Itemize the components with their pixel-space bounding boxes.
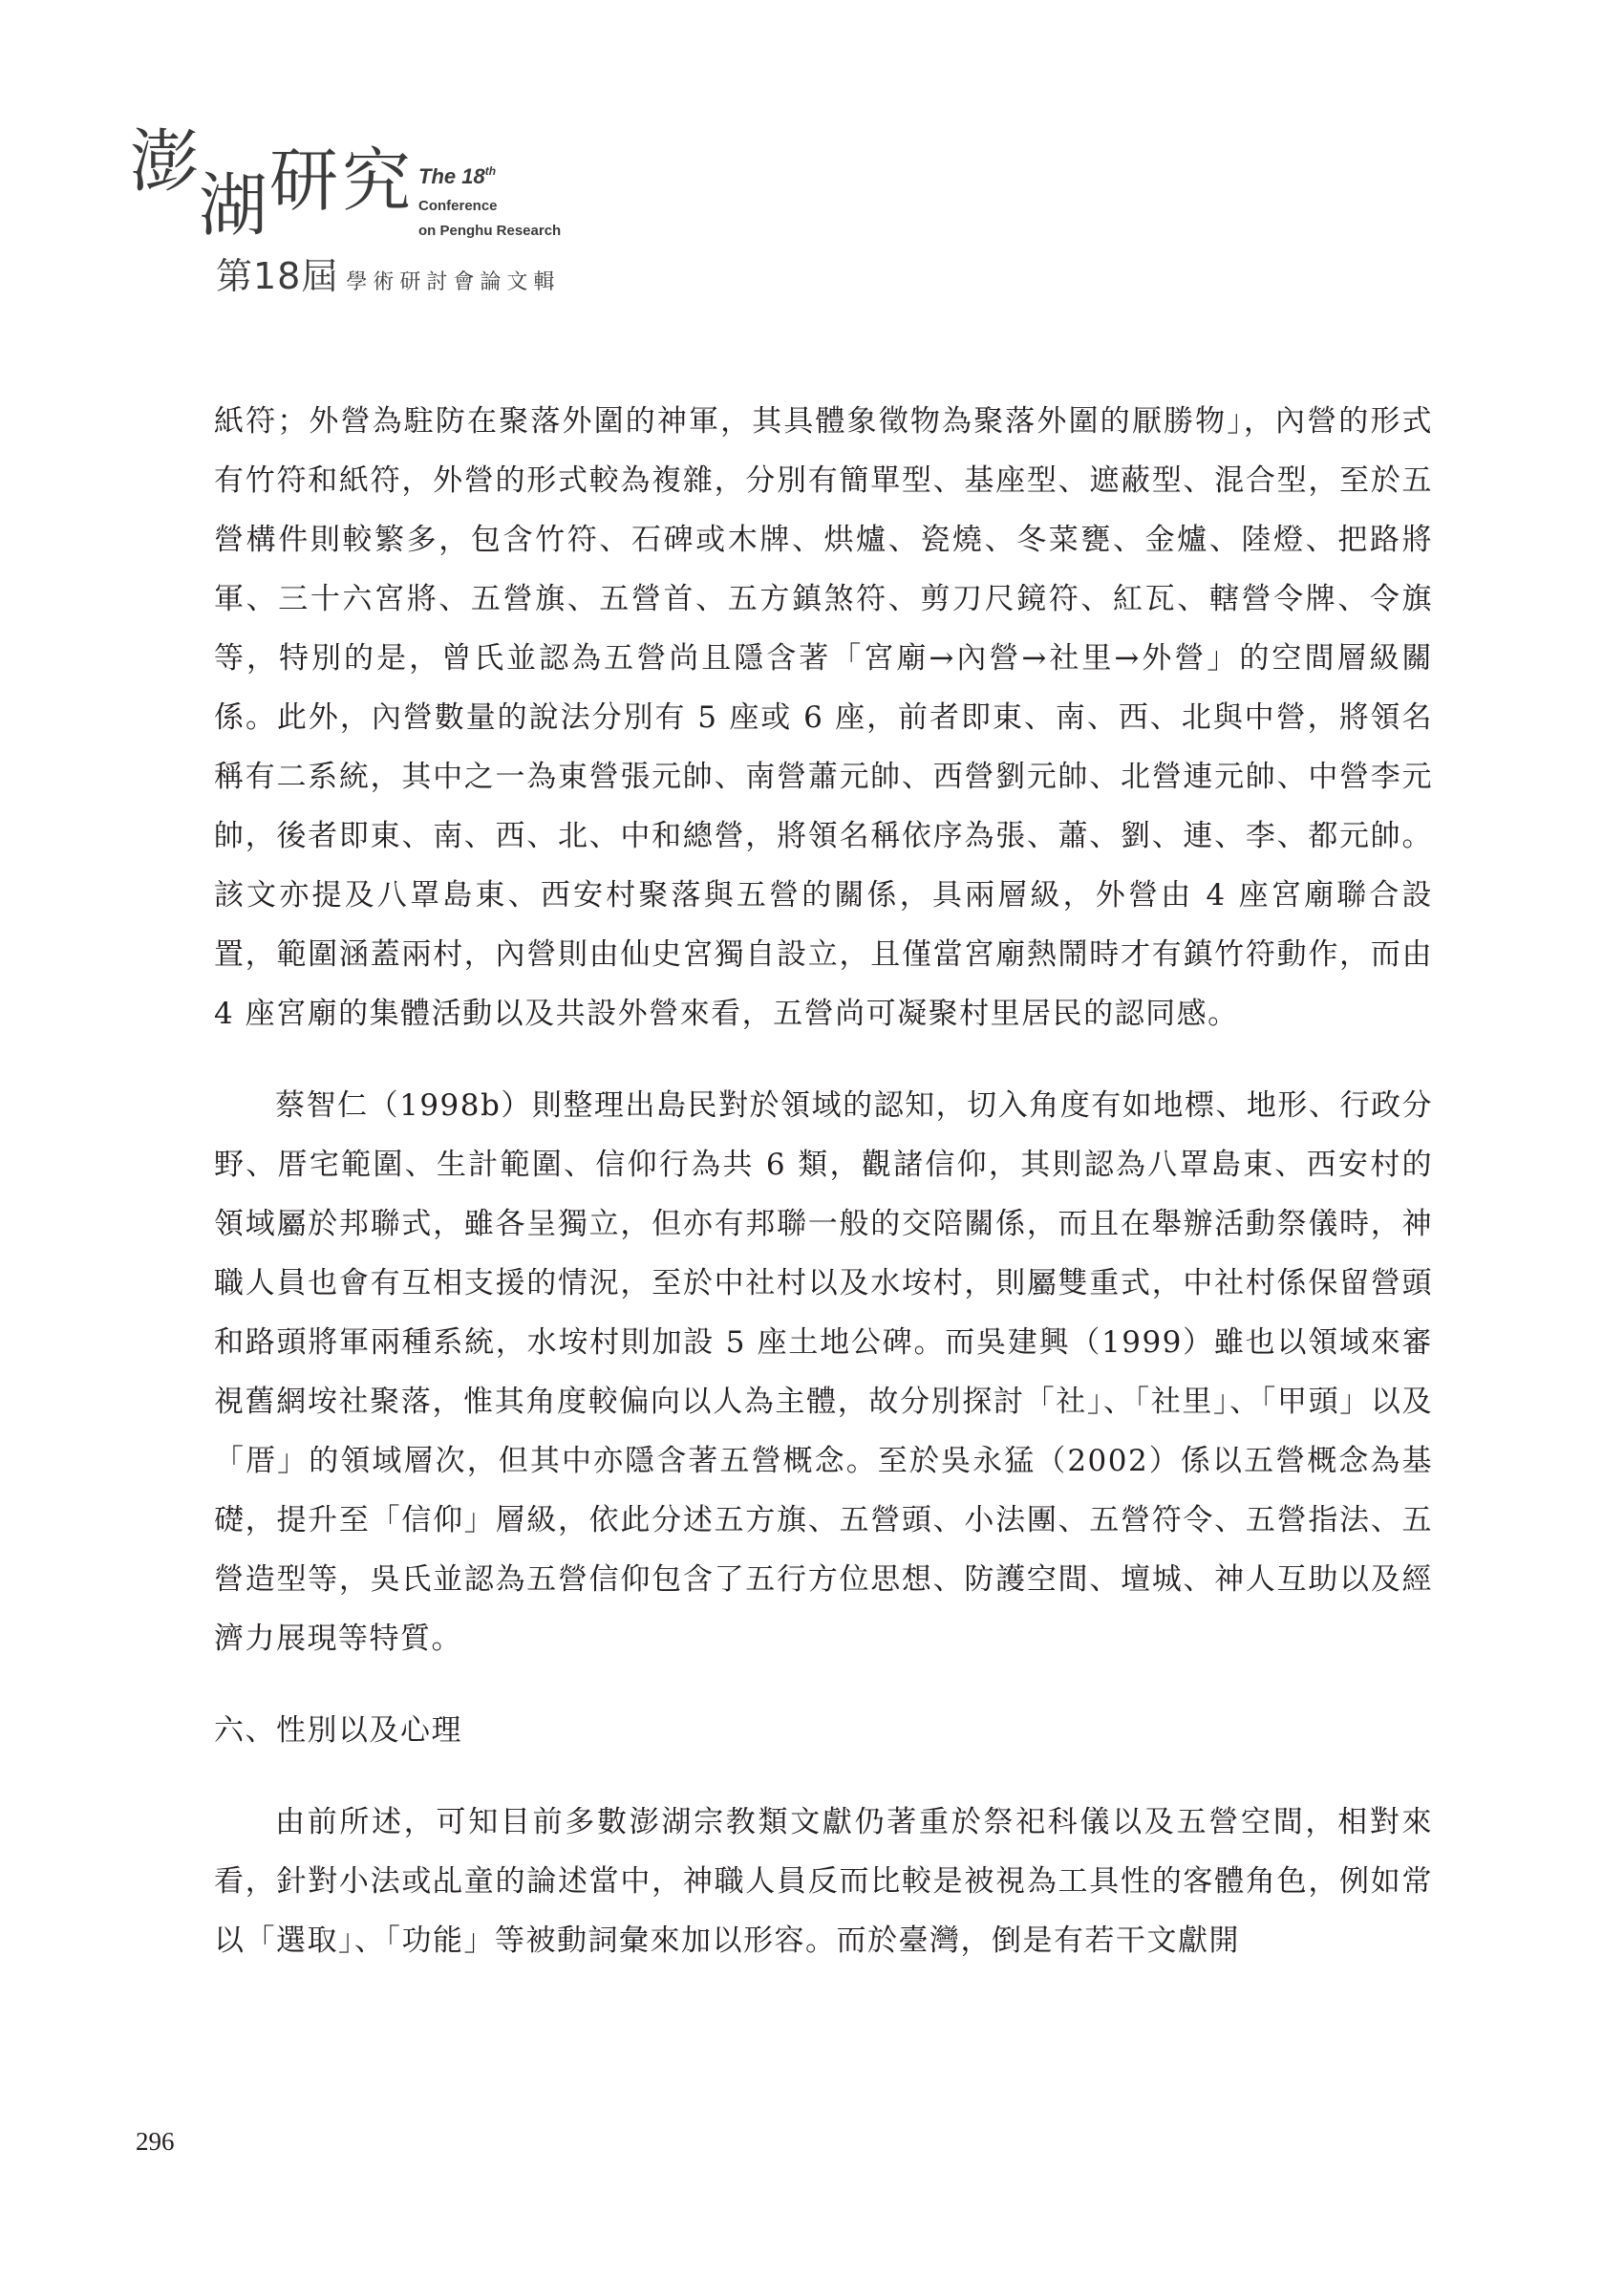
paragraph-1: 紙符；外營為駐防在聚落外圍的神軍，其具體象徵物為聚落外圍的厭勝物」，內營的形式有竹符和紙符，外營的形式較為複雜，分別有簡單型、基座型、遮蔽型、混合型，至於五營構件則較繁多，包含竹符、石碑或木牌、烘爐、瓷燒、冬菜甕、金爐、陸燈、把路將軍、三十六宮將、五營旗、五營首、五方鎮煞符、剪刀尺鏡符、紅瓦、轄營令牌、令旗等，特別的是，曾氏並認為五營尚且隱含著「宮廟→內營→社里→外營」的空間層級關係。此外，內營數量的說法分別有 5 座或 6 座，前者即東、南、西、北與中營，將領名稱有二系統，其中之一為東營張元帥、南營蕭元帥、西營劉元帥、北營連元帥、中營李元帥，後者即東、南、西、北、中和總營，將領名稱依序為張、蕭、劉、連、李、都元帥。該文亦提及八罩島東、西安村聚落與五營的關係，具兩層級，外營由 4 座宮廟聯合設置，範圍涵蓋兩村，內營則由仙史宮獨自設立，且僅當宮廟熱鬧時才有鎮竹符動作，而由 4 座宮廟的集體活動以及共設外營來看，五營尚可凝聚村里居民的認同感。 <box>214 404 1433 1031</box>
logo-char-4: 究 <box>342 140 412 221</box>
paragraph-2: 蔡智仁（1998b）則整理出島民對於領域的認知，切入角度有如地標、地形、行政分野、厝宅範圍、生計範圍、信仰行為共 6 類，觀諸信仰，其則認為八罩島東、西安村的領域屬於邦聯式，雖各呈獨立，但亦有邦聯一般的交陪關係，而且在舉辦活動祭儀時，神職人員也會有互相支援的情況，至於中社村以及水垵村，則屬雙重式，中社村係保留營頭和路頭將軍兩種系統，水垵村則加設 5 座土地公碑。而吳建興（1999）雖也以領域來審視舊網垵社聚落，惟其角度較偏向以人為主體，故分別探討「社」、「社里」、「甲頭」以及「厝」的領域層次，但其中亦隱含著五營概念。至於吳永猛（2002）係以五營概念為基礎，提升至「信仰」層級，依此分述五方旗、五營頭、小法團、五營符令、五營指法、五營造型等，吳氏並認為五營信仰包含了五行方位思想、防護空間、壇城、神人互助以及經濟力展現等特質。 <box>214 1088 1433 1656</box>
page-number: 296 <box>136 2127 175 2156</box>
journal-title-graphic <box>130 126 627 250</box>
paragraph-spacer <box>214 1043 1433 1076</box>
logo-en-line1 <box>418 164 496 188</box>
logo-en-line1-main: The 18 <box>418 164 485 188</box>
paragraph-spacer <box>214 1668 1433 1701</box>
paragraph-spacer <box>214 1760 1433 1793</box>
logo-en-superscript: th <box>484 164 497 178</box>
logo-char-3: 研 <box>269 140 339 221</box>
journal-logo <box>130 126 627 298</box>
edition-label: 第18屆 <box>216 255 339 297</box>
logo-subtitle-row <box>216 247 560 299</box>
logo-en-line3: on Penghu Research <box>418 223 562 239</box>
proceedings-subtitle: 學術研討會論文輯 <box>346 270 561 294</box>
main-text <box>214 392 1433 1970</box>
section-heading: 六、性別以及心理 <box>214 1713 462 1748</box>
logo-char-2: 湖 <box>199 165 268 246</box>
logo-en-line2: Conference <box>418 198 498 214</box>
logo-char-1: 澎 <box>130 126 200 202</box>
paragraph-3: 由前所述，可知目前多數澎湖宗教類文獻仍著重於祭祀科儀以及五營空間，相對來看，針對小法或乩童的論述當中，神職人員反而比較是被視為工具性的客體角色，例如常以「選取」、「功能」等被動詞彙來加以形容。而於臺灣，倒是有若干文獻開 <box>214 1805 1433 1958</box>
